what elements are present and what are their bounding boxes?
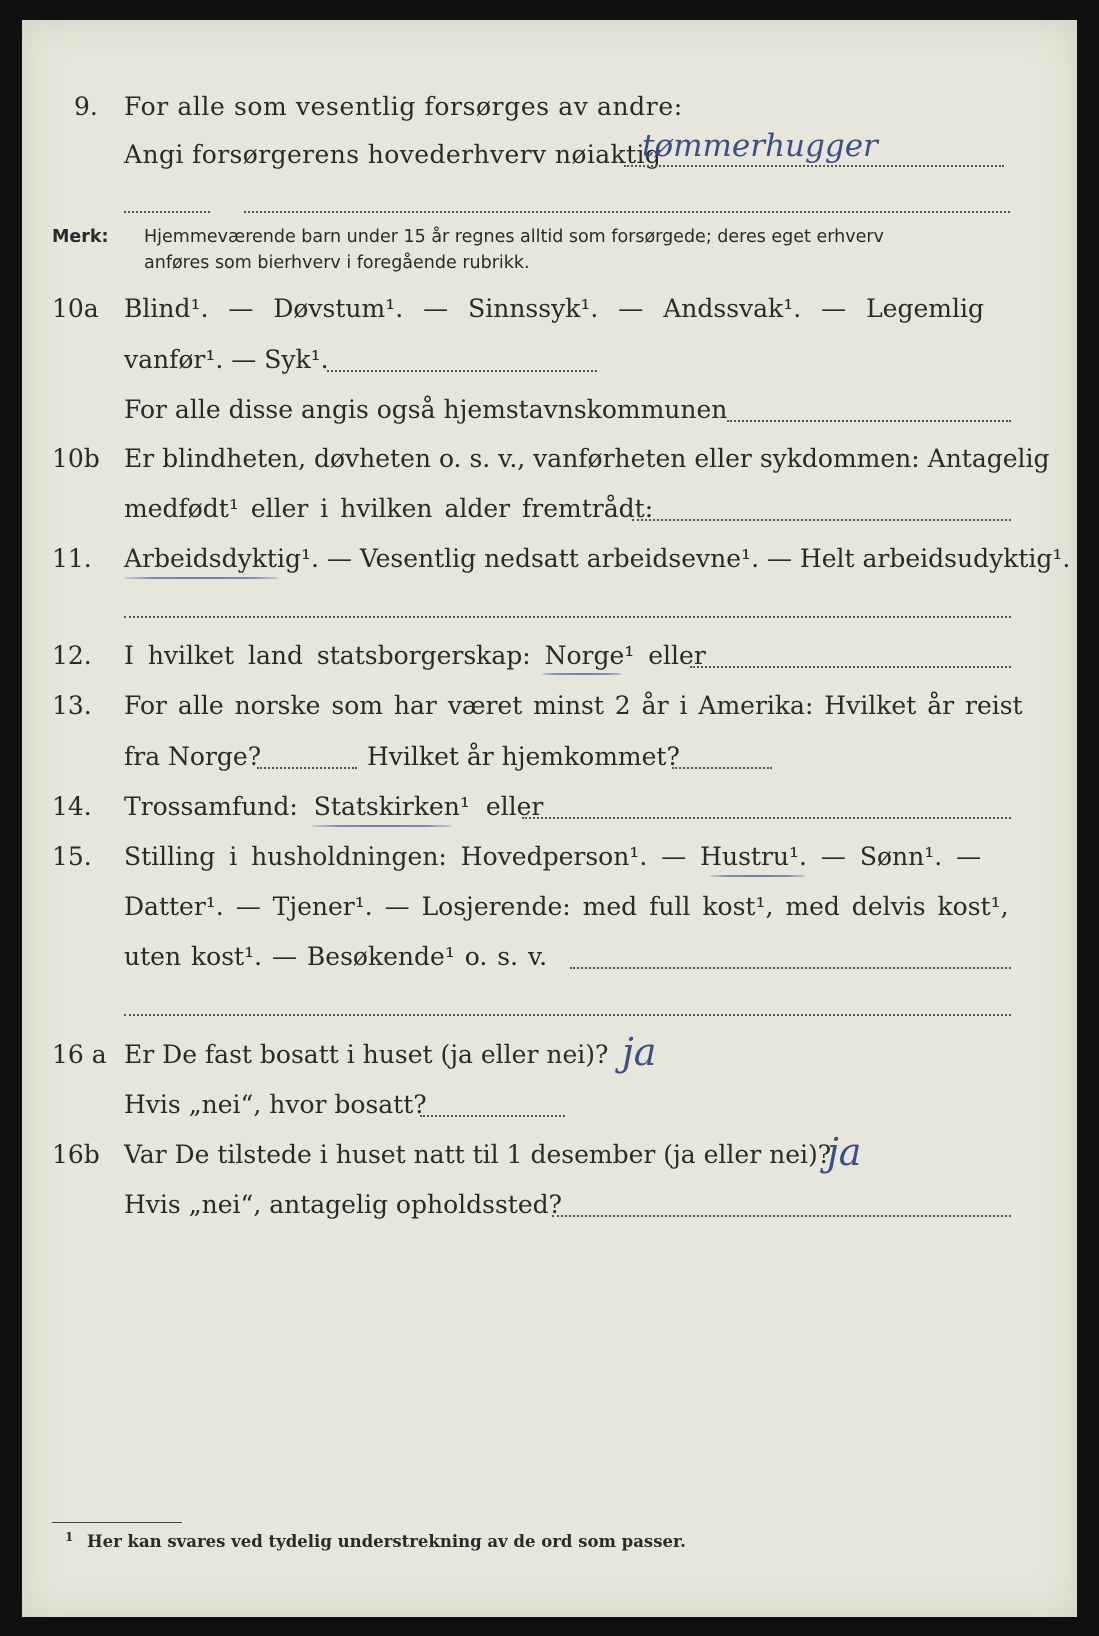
q10a-options-2: vanfør¹. — Syk¹. xyxy=(124,345,329,374)
q10a-home-municipality-label: For alle disse angis også hjemstavnskommunen xyxy=(124,395,728,424)
q10b-number: 10b xyxy=(52,444,100,473)
q14-number: 14. xyxy=(52,792,92,821)
q16a-where-label: Hvis „nei“, hvor bosatt? xyxy=(124,1090,427,1119)
q13-left-year-line[interactable] xyxy=(257,767,357,769)
q9-extra-line-a xyxy=(124,211,210,213)
q12-question: I hvilket land statsborgerskap: Norge¹ eller xyxy=(124,641,706,670)
q12-answer-line[interactable] xyxy=(690,666,1011,668)
q11-number: 11. xyxy=(52,544,92,573)
q9-extra-line-b xyxy=(244,211,1010,213)
footnote-marker: 1 xyxy=(65,1530,74,1544)
q16a-number: 16 a xyxy=(52,1040,107,1069)
q11-extra-line xyxy=(124,616,1011,618)
q16b-question: Var De tilstede i huset natt til 1 desember (ja eller nei)? xyxy=(124,1140,832,1169)
q15-underline-mark xyxy=(710,875,805,877)
q12-underline-mark xyxy=(542,673,622,675)
q10b-question: Er blindheten, døvheten o. s. v., vanførheten eller sykdommen: Antagelig xyxy=(124,444,1050,473)
q10b-question-2: medfødt¹ eller i hvilken alder fremtrådt: xyxy=(124,494,654,523)
q10a-syk-answer-line[interactable] xyxy=(327,370,597,372)
q10a-municipality-answer-line[interactable] xyxy=(727,420,1011,422)
q10a-number: 10a xyxy=(52,294,99,323)
q9-handwritten-answer: tømmerhugger xyxy=(642,128,878,164)
footnote-text: Her kan svares ved tydelig understrekning av de ord som passer. xyxy=(87,1532,686,1551)
merk-label: Merk: xyxy=(52,227,109,247)
q15-options-3: uten kost¹. — Besøkende¹ o. s. v. xyxy=(124,942,548,971)
q10a-options: Blind¹. — Døvstum¹. — Sinnssyk¹. — Andssvak¹. — Legemlig xyxy=(124,294,984,323)
q16b-where-answer-line[interactable] xyxy=(552,1215,1011,1217)
footnote xyxy=(65,1530,686,1551)
q15-number: 15. xyxy=(52,842,92,871)
q9-answer-line[interactable] xyxy=(624,165,1004,167)
q16b-handwritten-answer: ja xyxy=(827,1130,862,1174)
q16a-question: Er De fast bosatt i huset (ja eller nei)? xyxy=(124,1040,609,1069)
q9-occupation-label: Angi forsørgerens hovederhverv nøiaktig xyxy=(124,140,662,169)
q13-question: For alle norske som har været minst 2 år i Amerika: Hvilket år reist xyxy=(124,691,1023,720)
q13-number: 13. xyxy=(52,691,92,720)
q13-left-label: fra Norge? xyxy=(124,742,262,771)
q13-return-label: Hvilket år hjemkommet? xyxy=(367,742,680,771)
q9-number: 9. xyxy=(74,92,98,121)
q14-answer-line[interactable] xyxy=(522,817,1011,819)
merk-text-1: Hjemmeværende barn under 15 år regnes alltid som forsørgede; deres eget erhverv xyxy=(144,227,884,247)
q15-options-2: Datter¹. — Tjener¹. — Losjerende: med full kost¹, med delvis kost¹, xyxy=(124,892,1009,921)
footnote-rule xyxy=(52,1522,182,1523)
merk-text-2: anføres som bierhverv i foregående rubrikk. xyxy=(144,253,530,273)
q11-underline-mark xyxy=(124,577,279,579)
q15-answer-line[interactable] xyxy=(570,967,1011,969)
q10b-answer-line[interactable] xyxy=(632,519,1011,521)
q16b-where-label: Hvis „nei“, antagelig opholdssted? xyxy=(124,1190,563,1219)
q11-options: Arbeidsdyktig¹. — Vesentlig nedsatt arbeidsevne¹. — Helt arbeidsudyktig¹. xyxy=(124,544,1071,573)
q16b-number: 16b xyxy=(52,1140,100,1169)
q14-question: Trossamfund: Statskirken¹ eller xyxy=(124,792,544,821)
q15-options-1: Stilling i husholdningen: Hovedperson¹. — Hustru¹. — Sønn¹. — xyxy=(124,842,982,871)
q14-underline-mark xyxy=(312,825,452,827)
q16a-where-answer-line[interactable] xyxy=(420,1115,565,1117)
q16a-handwritten-answer: ja xyxy=(622,1030,657,1074)
q13-return-year-line[interactable] xyxy=(672,767,772,769)
q9-question: For alle som vesentlig forsørges av andre: xyxy=(124,92,683,121)
q12-number: 12. xyxy=(52,641,92,670)
q15-extra-line xyxy=(124,1014,1011,1016)
census-form-page xyxy=(22,20,1077,1617)
